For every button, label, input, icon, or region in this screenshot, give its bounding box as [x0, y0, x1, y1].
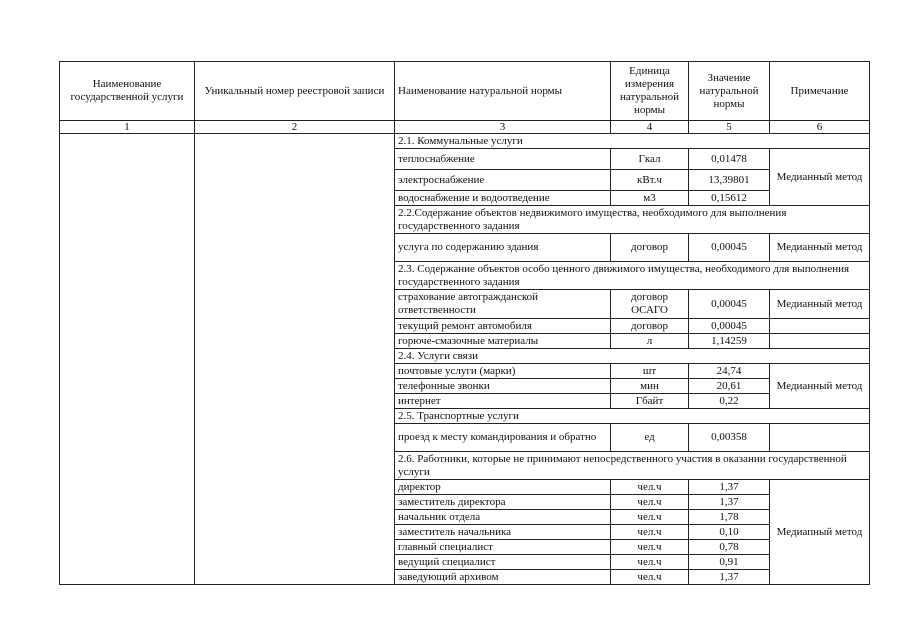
norm-name: электроснабжение: [395, 170, 611, 191]
norm-value: 13,39801: [689, 170, 770, 191]
section-title: 2.5. Транспортные услуги: [395, 409, 870, 424]
section-title: 2.6. Работники, которые не принимают непосредственного участия в оказании государственной услуги: [395, 452, 870, 480]
norm-value: 0,00045: [689, 234, 770, 262]
col-number: 2: [195, 121, 395, 134]
norm-value: 0,01478: [689, 149, 770, 170]
norm-value: 0,00045: [689, 319, 770, 334]
norm-unit: договор: [611, 234, 689, 262]
norm-unit: кВт.ч: [611, 170, 689, 191]
note-empty: [770, 334, 870, 349]
note-median-method: Медианный метод: [770, 290, 870, 319]
note-median-method: Медиапный метод: [770, 480, 870, 585]
norm-name: текущий ремонт автомобиля: [395, 319, 611, 334]
norm-unit: чел.ч: [611, 495, 689, 510]
norm-name: водоснабжение и водоотведение: [395, 191, 611, 206]
norm-name: директор: [395, 480, 611, 495]
norm-value: 1,37: [689, 570, 770, 585]
norm-name: проезд к месту командирования и обратно: [395, 424, 611, 452]
norm-unit: чел.ч: [611, 525, 689, 540]
norm-value: 1,14259: [689, 334, 770, 349]
norm-value: 1,37: [689, 480, 770, 495]
norm-unit: чел.ч: [611, 480, 689, 495]
norm-name: услуга по содержанию здания: [395, 234, 611, 262]
norm-unit: л: [611, 334, 689, 349]
norm-name: почтовые услуги (марки): [395, 364, 611, 379]
norm-unit: чел.ч: [611, 540, 689, 555]
norm-value: 0,15612: [689, 191, 770, 206]
header-service-name: Наименование государственной услуги: [60, 62, 195, 121]
header-registry-number: Уникальный номер реестровой записи: [195, 62, 395, 121]
section-title: 2.4. Услуги связи: [395, 349, 870, 364]
norm-name: телефонные звонки: [395, 379, 611, 394]
note-empty: [770, 424, 870, 452]
norm-unit: чел.ч: [611, 555, 689, 570]
section-title: 2.1. Коммунальные услуги: [395, 134, 870, 149]
col-number: 1: [60, 121, 195, 134]
header-unit: Единица измерения натуральной нормы: [611, 62, 689, 121]
norm-value: 0,00358: [689, 424, 770, 452]
norm-unit: чел.ч: [611, 570, 689, 585]
norm-value: 0,10: [689, 525, 770, 540]
note-empty: [770, 319, 870, 334]
col-number: 3: [395, 121, 611, 134]
norm-unit: чел.ч: [611, 510, 689, 525]
header-value: Значение натуральной нормы: [689, 62, 770, 121]
norm-name: заведующий архивом: [395, 570, 611, 585]
norm-unit: договор: [611, 319, 689, 334]
norm-value: 0,22: [689, 394, 770, 409]
norm-unit: договор ОСАГО: [611, 290, 689, 319]
norm-name: заместитель начальника: [395, 525, 611, 540]
norm-name: страхование автогражданской ответственности: [395, 290, 611, 319]
registry-number-cell: [195, 134, 395, 585]
norm-value: 1,37: [689, 495, 770, 510]
col-number: 5: [689, 121, 770, 134]
norm-value: 1,78: [689, 510, 770, 525]
norm-name: горюче-смазочные материалы: [395, 334, 611, 349]
norm-name: главный специалист: [395, 540, 611, 555]
norm-value: 0,78: [689, 540, 770, 555]
note-median-method: Медианный метод: [770, 234, 870, 262]
norm-name: интернет: [395, 394, 611, 409]
service-name-cell: [60, 134, 195, 585]
norm-unit: Гкал: [611, 149, 689, 170]
norm-value: 0,00045: [689, 290, 770, 319]
header-norm-name: Наименование натуральной нормы: [395, 62, 611, 121]
norm-unit: м3: [611, 191, 689, 206]
header-note: Примечание: [770, 62, 870, 121]
norm-name: начальник отдела: [395, 510, 611, 525]
note-median-method: Медианный метод: [770, 364, 870, 409]
norm-unit: Гбайт: [611, 394, 689, 409]
col-number: 4: [611, 121, 689, 134]
norm-unit: мин: [611, 379, 689, 394]
norm-value: 0,91: [689, 555, 770, 570]
natural-norms-table: [59, 61, 870, 585]
note-median-method: Медианный метод: [770, 149, 870, 206]
section-title: 2.2.Содержание объектов недвижимого имущества, необходимого для выполнения государственного задания: [395, 206, 870, 234]
norm-name: теплоснабжение: [395, 149, 611, 170]
norm-value: 24,74: [689, 364, 770, 379]
section-title: 2.3. Содержание объектов особо ценного движимого имущества, необходимого для выполнения государственного задания: [395, 262, 870, 290]
norm-name: заместитель директора: [395, 495, 611, 510]
norm-value: 20,61: [689, 379, 770, 394]
norm-name: ведущий специалист: [395, 555, 611, 570]
col-number: 6: [770, 121, 870, 134]
norm-unit: шт: [611, 364, 689, 379]
norm-unit: ед: [611, 424, 689, 452]
